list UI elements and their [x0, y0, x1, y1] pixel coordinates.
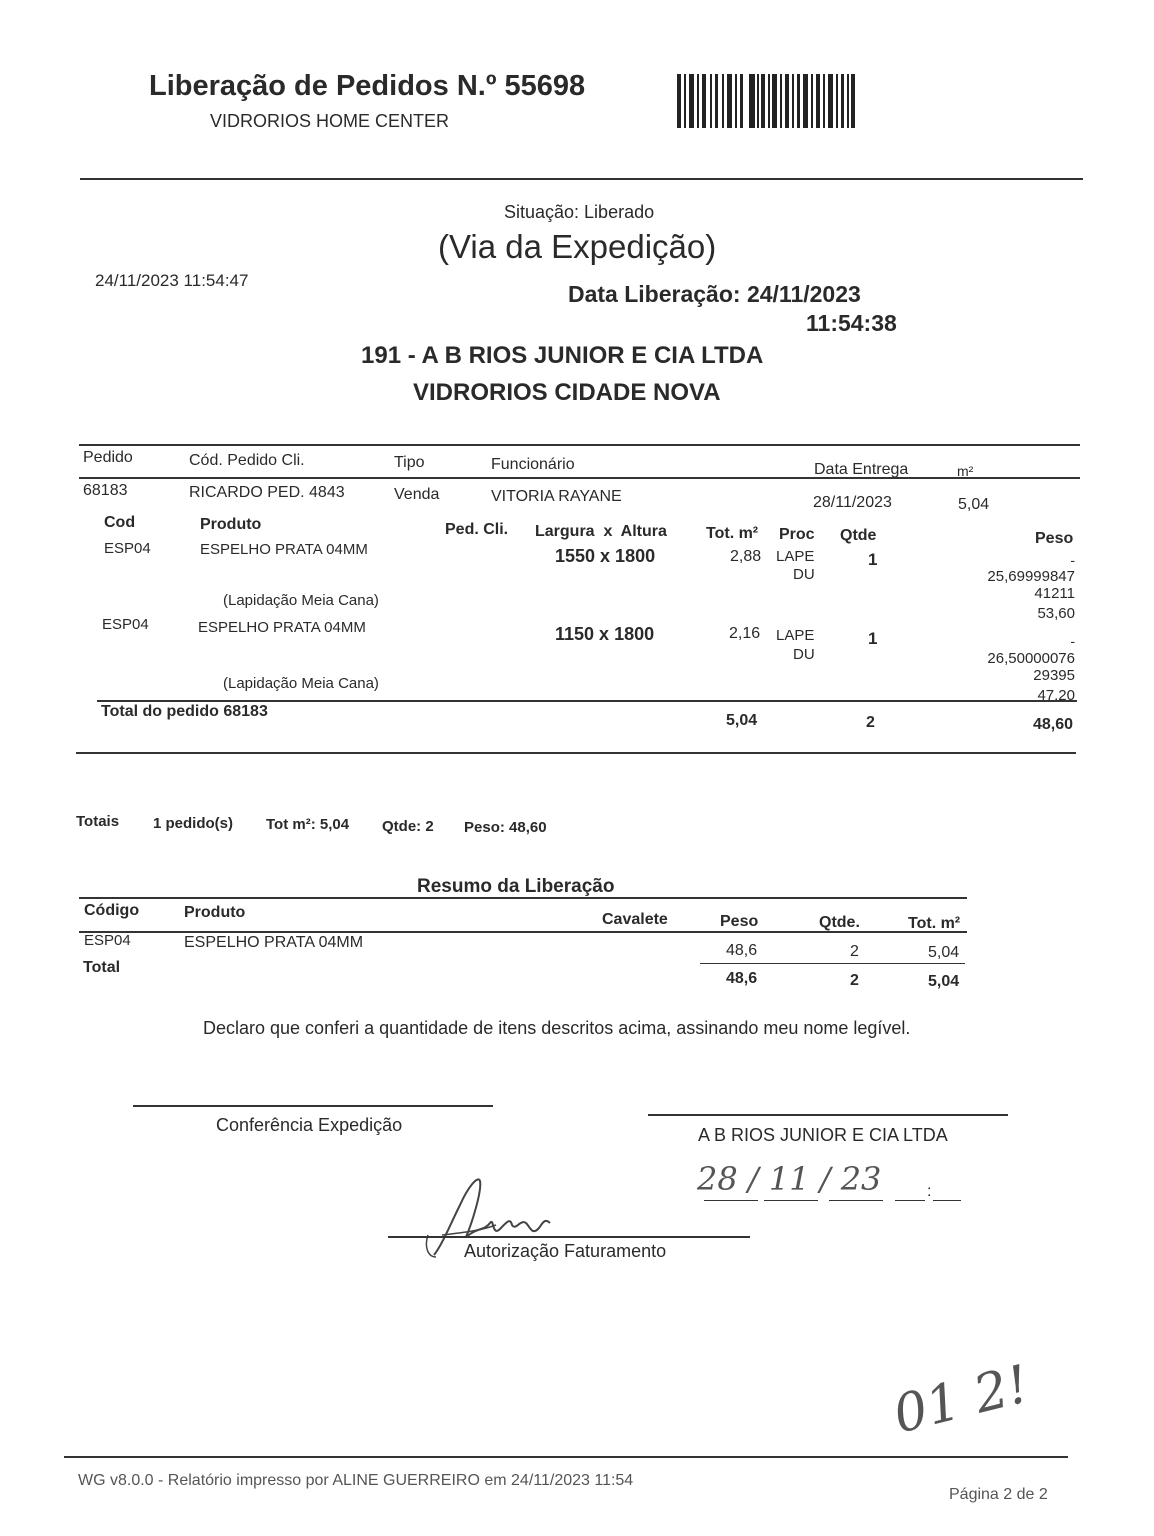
summary-total-rule: [700, 963, 965, 964]
item-2-qtde: 1: [868, 629, 878, 648]
order-type: Venda: [394, 486, 440, 503]
order-total-qtde: 2: [866, 714, 875, 731]
item-2-tot-m2: 2,16: [729, 625, 761, 642]
summary-title: Resumo da Liberação: [417, 876, 615, 897]
company-name: VIDRORIOS HOME CENTER: [210, 111, 450, 131]
item-2-note: (Lapidação Meia Cana): [223, 675, 379, 692]
items-col-peso: Peso: [1035, 530, 1074, 547]
summary-row-peso: 48,6: [726, 942, 758, 959]
summary-col-qtde: Qtde.: [819, 914, 860, 931]
item-1-cod: ESP04: [104, 540, 151, 557]
order-total-m2: 5,04: [726, 712, 758, 729]
client-order-code: RICARDO PED. 4843: [189, 484, 345, 501]
print-datetime: 24/11/2023 11:54:47: [95, 271, 249, 290]
item-1-produto: ESPELHO PRATA 04MM: [200, 541, 368, 558]
order-total-peso: 48,60: [1032, 716, 1073, 733]
summary-header-rule: [79, 931, 967, 933]
order-header-rule: [79, 477, 1080, 479]
signature-label-auth: Autorização Faturamento: [464, 1241, 667, 1261]
summary-total-m2: 5,04: [928, 973, 960, 990]
via-label: (Via da Expedição): [438, 228, 717, 265]
item-1-peso-total: 53,60: [1037, 605, 1075, 622]
col-cod-pedido-cli: Cód. Pedido Cli.: [189, 452, 305, 469]
item-2-peso-dash: -: [1070, 633, 1075, 649]
signature-label-left: Conferência Expedição: [216, 1115, 403, 1135]
item-1-proc-2: DU: [793, 566, 815, 583]
order-m2: 5,04: [958, 496, 990, 513]
footer-page-number: Página 2 de 2: [949, 1486, 1048, 1503]
col-pedido: Pedido: [83, 449, 133, 466]
totals-qtde: Qtde: 2: [382, 818, 434, 835]
summary-total-peso: 48,6: [726, 970, 758, 987]
item-2-peso-value: 26,50000076: [987, 650, 1075, 667]
item-1-peso-code: 41211: [1034, 585, 1075, 602]
item-2-dims: 1150 x 1800: [555, 624, 655, 644]
item-2-peso-total: 47,20: [1037, 687, 1075, 704]
signature-line-right: [648, 1114, 1008, 1116]
signature-line-auth: [388, 1236, 750, 1238]
col-tipo: Tipo: [394, 454, 425, 471]
signature-line-left: [133, 1105, 493, 1107]
date-line-day: [704, 1200, 758, 1201]
order-bottom-rule: [76, 752, 1076, 754]
totals-label: Totais: [76, 813, 120, 830]
employee-name: VITORIA RAYANE: [491, 488, 622, 505]
items-col-largura-altura: Largura x Altura: [535, 523, 667, 540]
declaration-text: Declaro que conferi a quantidade de itens descritos acima, assinando meu nome legível.: [203, 1018, 911, 1038]
footer-printed-by: WG v8.0.0 - Relatório impresso por ALINE GUERREIRO em 24/11/2023 11:54: [78, 1472, 634, 1489]
summary-col-tot-m2: Tot. m²: [908, 915, 961, 932]
status-label: Situação: Liberado: [504, 202, 655, 222]
handwritten-date: 28 / 11 / 23: [697, 1160, 882, 1198]
footer-rule: [64, 1456, 1068, 1458]
summary-row-qtde: 2: [850, 943, 859, 960]
totals-pedidos: 1 pedido(s): [153, 815, 234, 832]
release-date: Data Liberação: 24/11/2023: [568, 281, 861, 307]
items-col-qtde: Qtde: [840, 527, 877, 544]
client-name: 191 - A B RIOS JUNIOR E CIA LTDA: [361, 342, 764, 369]
item-2-proc-2: DU: [793, 646, 815, 663]
order-total-rule: [97, 700, 1077, 702]
totals-peso: Peso: 48,60: [464, 819, 547, 836]
signature-label-right: A B RIOS JUNIOR E CIA LTDA: [698, 1125, 948, 1145]
release-time: 11:54:38: [806, 310, 897, 336]
order-number: 68183: [83, 482, 128, 499]
order-top-rule: [79, 444, 1080, 446]
summary-total-qtde: 2: [850, 972, 859, 989]
item-2-produto: ESPELHO PRATA 04MM: [198, 619, 366, 636]
col-data-entrega: Data Entrega: [814, 461, 909, 478]
item-1-peso-dash: -: [1070, 552, 1075, 568]
items-col-cod: Cod: [104, 514, 136, 531]
date-line-month: [764, 1200, 818, 1201]
delivery-date: 28/11/2023: [813, 494, 892, 511]
items-col-produto: Produto: [200, 516, 262, 533]
store-name: VIDRORIOS CIDADE NOVA: [413, 379, 721, 406]
header-divider: [80, 178, 1083, 180]
totals-m2: Tot m²: 5,04: [266, 816, 350, 833]
items-col-proc: Proc: [779, 526, 815, 543]
summary-total-label: Total: [83, 959, 121, 976]
time-separator: :: [927, 1183, 932, 1200]
summary-col-codigo: Código: [84, 902, 140, 919]
summary-row-produto: ESPELHO PRATA 04MM: [184, 934, 364, 951]
item-2-proc-1: LAPE: [776, 627, 815, 644]
summary-col-produto: Produto: [184, 904, 246, 921]
handwritten-page-note: 01 2!: [887, 1354, 1035, 1446]
col-funcionario: Funcionário: [491, 456, 575, 473]
item-1-peso-value: 25,69999847: [987, 568, 1075, 585]
summary-row-codigo: ESP04: [84, 932, 131, 949]
col-m2: m²: [957, 463, 974, 479]
item-2-cod: ESP04: [102, 616, 149, 633]
barcode: [677, 74, 855, 128]
item-1-note: (Lapidação Meia Cana): [223, 592, 379, 609]
summary-row-tot-m2: 5,04: [928, 944, 960, 961]
time-line-hour: [895, 1200, 925, 1201]
item-2-peso-code: 29395: [1033, 667, 1075, 684]
time-line-minute: [933, 1200, 961, 1201]
summary-col-cavalete: Cavalete: [602, 911, 668, 928]
order-total-label: Total do pedido 68183: [101, 703, 268, 720]
item-1-dims: 1550 x 1800: [555, 546, 656, 566]
date-line-year: [829, 1200, 883, 1201]
item-1-qtde: 1: [868, 550, 878, 569]
item-1-tot-m2: 2,88: [730, 548, 762, 565]
items-col-tot-m2: Tot. m²: [706, 525, 759, 542]
item-1-proc-1: LAPE: [776, 548, 815, 565]
items-col-ped-cli: Ped. Cli.: [445, 521, 509, 538]
summary-col-peso: Peso: [720, 913, 759, 930]
summary-top-rule: [79, 897, 967, 899]
report-title: Liberação de Pedidos N.º 55698: [149, 70, 586, 102]
